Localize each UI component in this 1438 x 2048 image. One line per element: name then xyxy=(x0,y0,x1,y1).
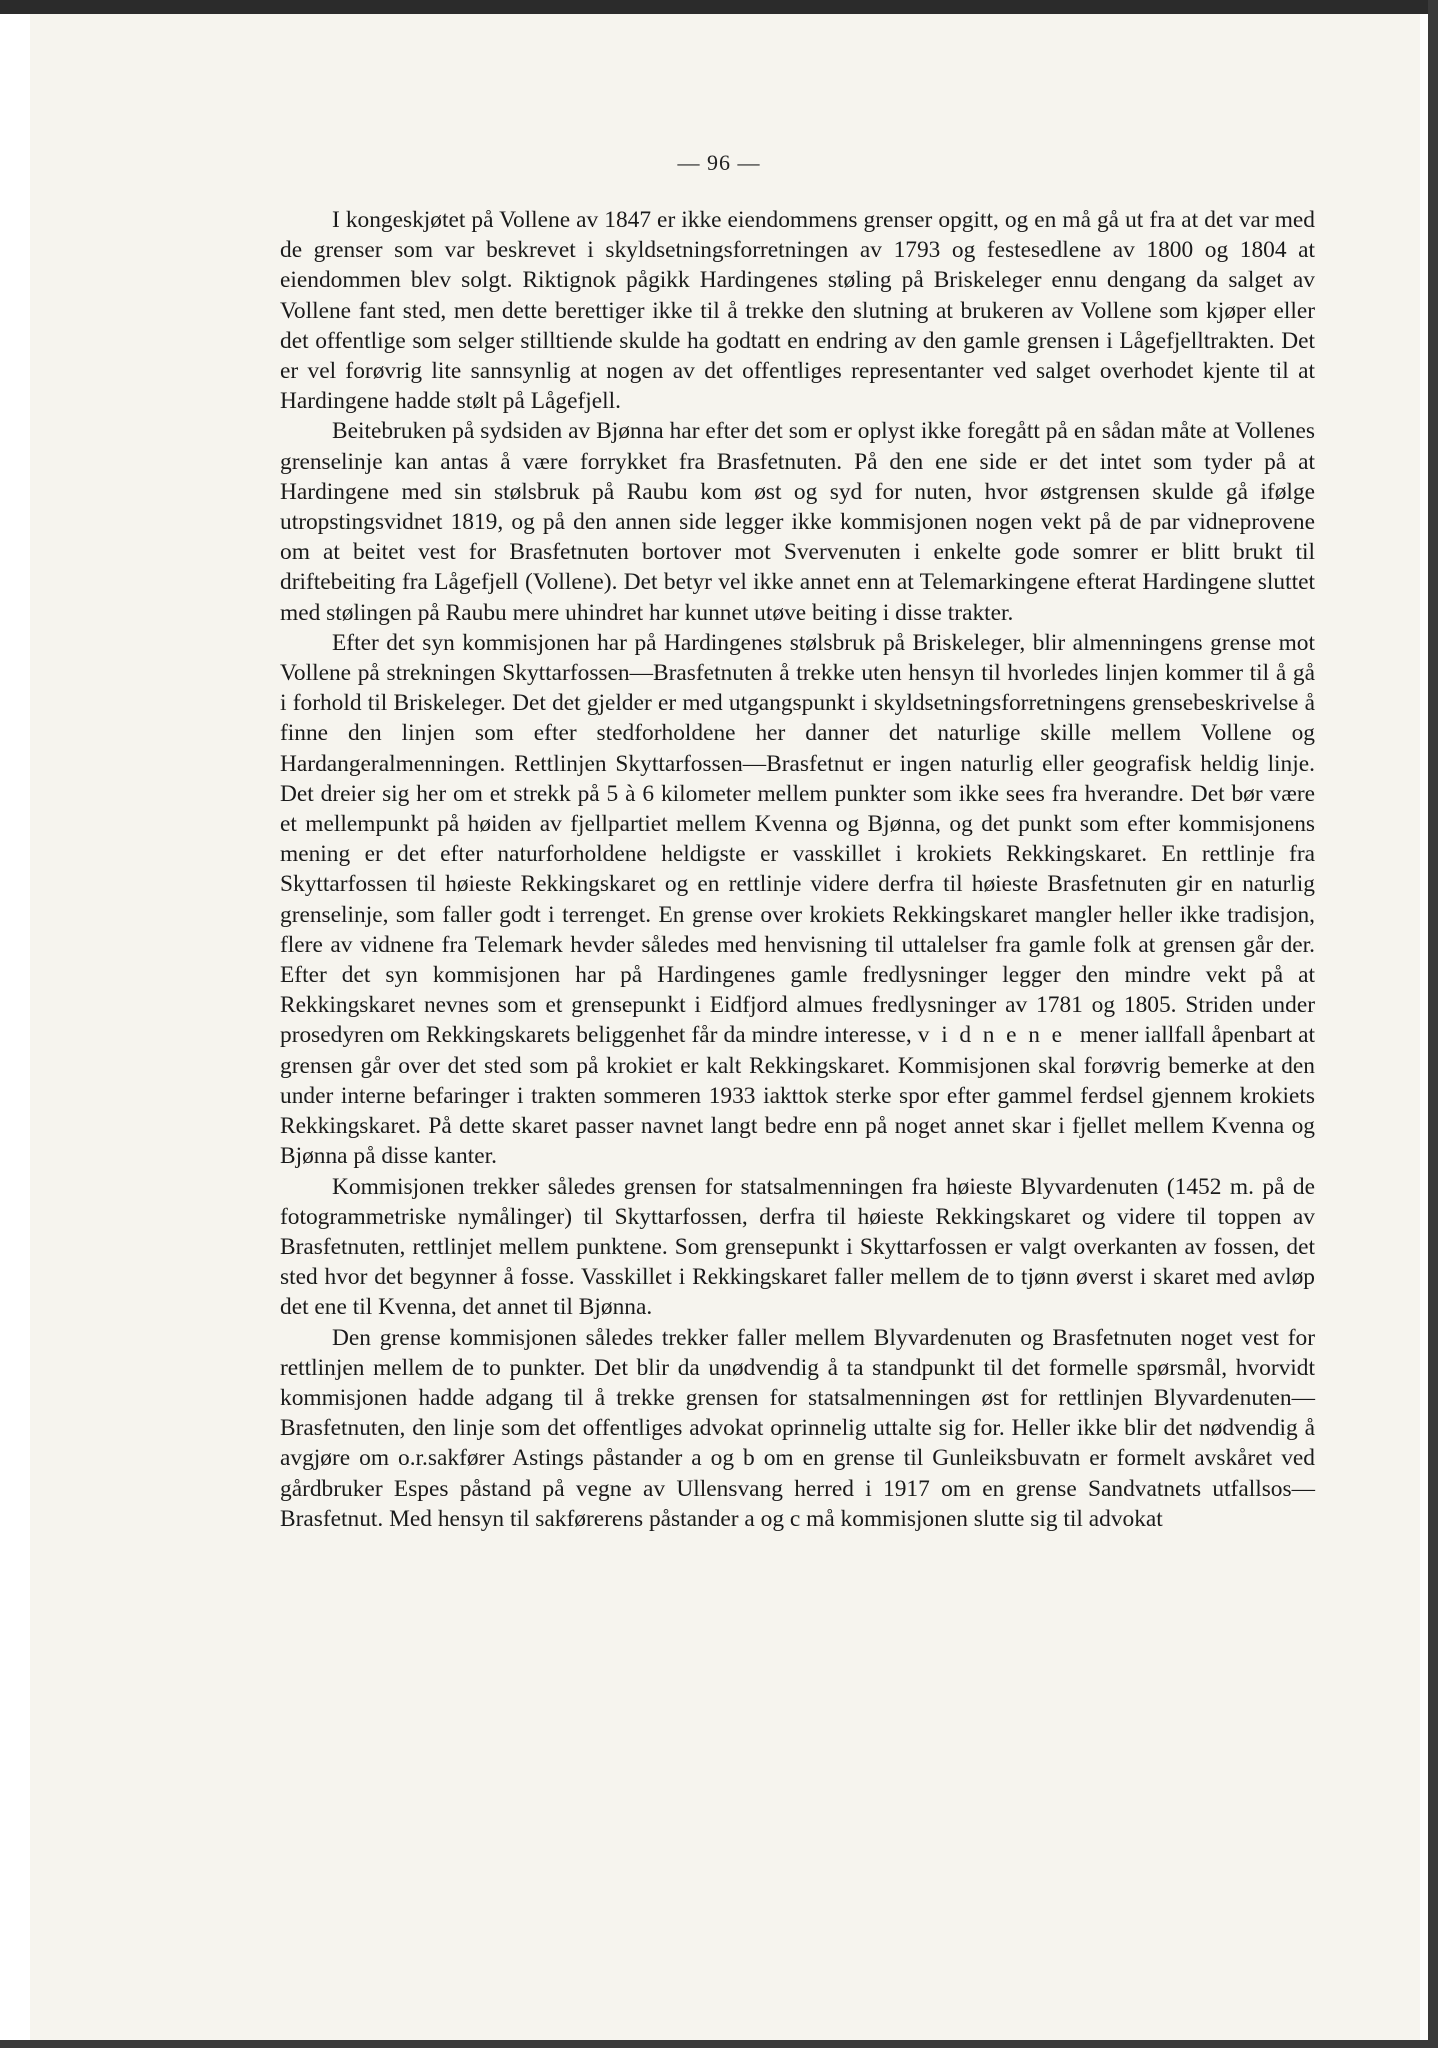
paragraph-2: Beitebruken på sydsiden av Bjønna har efter det som er oplyst ikke foregått på en sådan måte at Vollenes grenselinje kan antas å være forrykket fra Brasfetnuten. På den ene side er det intet som tyder på at Hardingene med sin stølsbruk på Raubu kom øst og syd for nuten, hvor østgrensen skulde gå ifølge utropstingsvidnet 1819, og på den annen side legger ikke kommisjonen nogen vekt på de par vidneprovene om at beitet vest for Brasfetnuten bortover mot Svervenuten i enkelte gode somrer er blitt brukt til driftebeiting fra Lågefjell (Vollene). Det betyr vel ikke annet enn at Telemarkingene efterat Hardingene sluttet med stølingen på Raubu mere uhindret har kunnet utøve beiting i disse trakter. xyxy=(280,418,1315,626)
paragraph-3-part-2: mener iallfall åpenbart at grensen går over det sted som på krokiet er kalt Rekkingskaret. Kommisjonen skal forøvrig bemerke at den under interne befaringer i trakten sommeren 1933 iakttok sterke spor efter gammel ferdsel gjennem krokiets Rekkingskaret. På dette skaret passer navnet langt bedre enn på noget annet skar i fjellet mellem Kvenna og Bjønna på disse kanter. xyxy=(280,1022,1315,1170)
page-number: — 96 — xyxy=(677,150,761,175)
body-text xyxy=(280,205,1315,1534)
paragraph-5: Den grense kommisjonen således trekker faller mellem Blyvardenuten og Brasfetnuten noget vest for rettlinjen mellem de to punkter. Det blir da unødvendig å ta standpunkt til det formelle spørsmål, hvorvidt kommisjonen hadde adgang til å trekke grensen for statsalmenningen øst for rettlinjen Blyvardenuten—Brasfetnuten, den linje som det offentliges advokat oprinnelig uttalte sig for. Heller ikke blir det nødvendig å avgjøre om o.r.sakfører Astings påstander a og b om en grense til Gunleiksbuvatn er formelt avskåret ved gårdbruker Espes påstand på vegne av Ullensvang herred i 1917 om en grense Sandvatnets utfallsos—Brasfetnut. Med hensyn til sakførerens påstander a og c må kommisjonen slutte sig til advokat xyxy=(280,1324,1315,1532)
paragraph-3 xyxy=(280,628,1315,1172)
paragraph-3-part-1: Efter det syn kommisjonen har på Hardingenes stølsbruk på Briskeleger, blir almenningens grense mot Vollene på strekningen Skyttarfossen—Brasfetnuten å trekke uten hensyn til hvorledes linjen kommer til å gå i forhold til Briskeleger. Det det gjelder er med utgangspunkt i skyldsetningsforretningens grensebeskrivelse å finne den linjen som efter stedforholdene her danner det naturlige skille mellem Vollene og Hardangeralmenningen. Rettlinjen Skyttarfossen—Brasfetnut er ingen naturlig eller geografisk heldig linje. Det dreier sig her om et strekk på 5 à 6 kilometer mellem punkter som ikke sees fra hverandre. Det bør være et mellempunkt på høiden av fjellpartiet mellem Kvenna og Bjønna, og det punkt som efter kommisjonens mening er det efter naturforholdene heldigste er vasskillet i krokiets Rekkingskaret. En rettlinje fra Skyttarfossen til høieste Rekkingskaret og en rettlinje videre derfra til høieste Brasfetnuten gir en naturlig grenselinje, som faller godt i terrenget. En grense over krokiets Rekkingskaret mangler heller ikke tradisjon, flere av vidnene fra Telemark hevder således med henvisning til uttalelser fra gamle folk at grensen går der. Efter det syn kommisjonen har på Hardingenes gamle fredlysninger legger den mindre vekt på at Rekkingskaret nevnes som et grensepunkt i Eidfjord almues fredlysninger av 1781 og 1805. Striden under prosedyren om Rekkingskarets beliggenhet får da mindre interesse, xyxy=(280,629,1315,1049)
scan-border-bottom xyxy=(0,2040,1438,2048)
paragraph-1: I kongeskjøtet på Vollene av 1847 er ikke eiendommens grenser opgitt, og en må gå ut fra at det var med de grenser som var beskrevet i skyldsetningsforretningen av 1793 og festesedlene av 1800 og 1804 at eiendommen blev solgt. Riktignok pågikk Hardingenes støling på Briskeleger ennu dengang da salget av Vollene fant sted, men dette berettiger ikke til å trekke den slutning at brukeren av Vollene som kjøper eller det offentlige som selger stilltiende skulde ha godtatt en endring av den gamle grensen i Lågefjelltrakten. Det er vel forøvrig lite sannsynlig at nogen av det offentliges representanter ved salget overhodet kjente til at Hardingene hadde stølt på Lågefjell. xyxy=(280,207,1315,415)
paragraph-4: Kommisjonen trekker således grensen for statsalmenningen fra høieste Blyvardenuten (1452 m. på de fotogrammetriske nymålinger) til Skyttarfossen, derfra til høieste Rekkingskaret og videre til toppen av Brasfetnuten, rettlinjet mellem punktene. Som grensepunkt i Skyttarfossen er valgt overkanten av fossen, det sted hvor det begynner å fosse. Vasskillet i Rekkingskaret faller mellem de to tjønn øverst i skaret med avløp det ene til Kvenna, det annet til Bjønna. xyxy=(280,1173,1315,1321)
emphasized-word: vidnene xyxy=(917,1022,1074,1049)
scan-border-right xyxy=(1428,0,1438,2048)
scan-border-top xyxy=(0,0,1438,14)
